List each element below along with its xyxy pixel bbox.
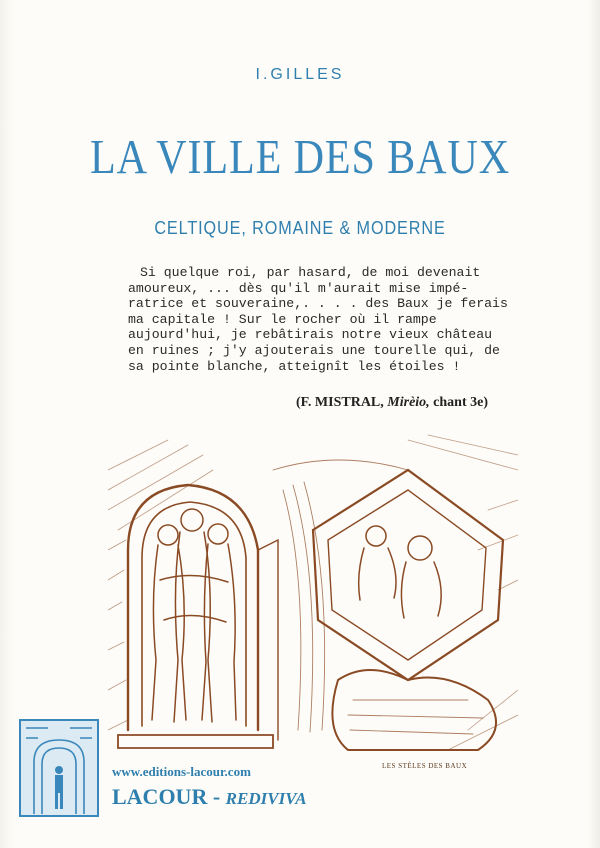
epigraph-line: aujourd'hui, je rebâtirais notre vieux château	[128, 327, 493, 343]
publisher-imprint	[112, 784, 307, 810]
epigraph-line: ma capitale ! Sur le rocher où il rampe	[128, 311, 437, 327]
epigraph-line: sa pointe blanche, atteignît les étoiles !	[128, 358, 461, 374]
arched-doorway-icon	[18, 718, 100, 818]
epigraph-line: Si quelque roi, par hasard, de moi devenait	[140, 265, 481, 280]
citation-author: (F. MISTRAL,	[296, 395, 384, 410]
publisher-name: LACOUR	[112, 784, 208, 809]
citation-part: chant 3e)	[433, 395, 488, 410]
epigraph-line: en ruines ; j'y ajouterais une tourelle qui, de	[128, 342, 500, 358]
citation-work: Mirèio,	[387, 395, 430, 410]
epigraph	[128, 265, 508, 374]
book-subtitle: CELTIQUE, ROMAINE & MODERNE	[154, 218, 446, 238]
engraving-illustration	[108, 430, 518, 770]
series-name: REDIVIVA	[225, 789, 307, 808]
epigraph-citation	[296, 395, 488, 411]
book-title: LA VILLE DES BAUX	[89, 129, 511, 184]
publisher-dash: -	[207, 784, 226, 809]
epigraph-line: ratrice et souveraine,. . . . des Baux je ferais	[128, 296, 508, 312]
epigraph-line: amoureux, ... dès qu'il m'aurait mise impé-	[128, 280, 469, 296]
publisher-website: www.editions-lacour.com	[112, 764, 251, 779]
illustration-caption: LES STÈLES DES BAUX	[382, 762, 468, 770]
author-name: I.GILLES	[255, 66, 345, 83]
